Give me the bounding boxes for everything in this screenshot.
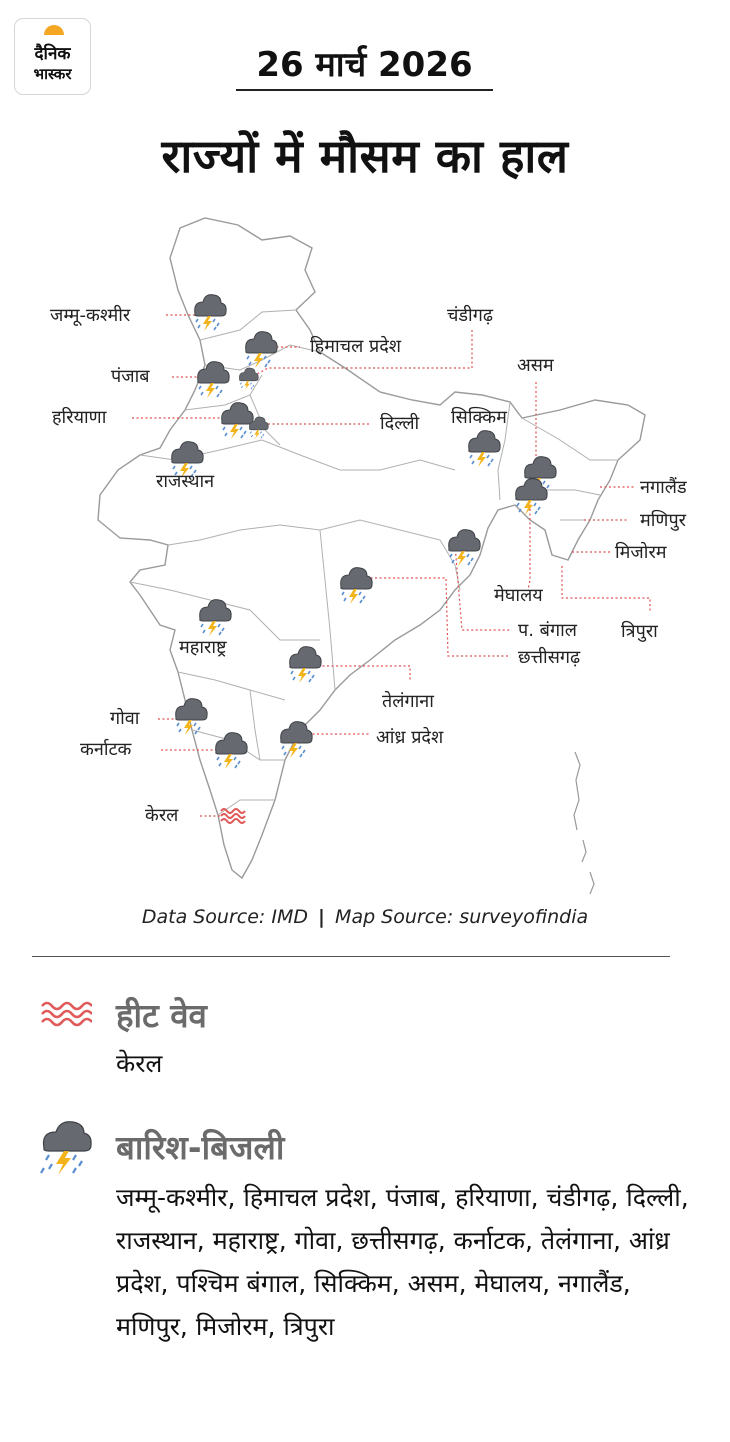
- map-source: Map Source: surveyofindia: [335, 906, 589, 928]
- label-mizoram: मिजोरम: [615, 542, 667, 563]
- label-delhi: दिल्ली: [380, 413, 420, 434]
- label-himachal-pradesh: हिमाचल प्रदेश: [310, 336, 402, 357]
- label-kerala: केरल: [145, 805, 179, 826]
- label-andhra-pradesh: आंध्र प्रदेश: [376, 727, 444, 748]
- date-heading: 26 मार्च 2026: [256, 45, 473, 85]
- india-outline: [98, 218, 645, 878]
- legend-heatwave-states: केरल: [116, 1049, 163, 1078]
- label-haryana: हरियाणा: [52, 407, 107, 428]
- label-maharashtra: महाराष्ट्र: [179, 637, 227, 658]
- label-assam: असम: [517, 355, 554, 376]
- legend-rain-states: जम्मू-कश्मीर, हिमाचल प्रदेश, पंजाब, हरियाणा, चंडीगढ़, दिल्ली, राजस्थान, महाराष्ट्र, गोवा, छत्तीसगढ़, कर्नाटक, तेलंगाना, आंध्र प्रदेश, पश्चिम बंगाल, सिक्किम, असम, मेघालय, नगालैंड, मणिपुर, मिजोरम, त्रिपुरा: [116, 1183, 689, 1341]
- source-credit: [0, 906, 730, 928]
- label-rajasthan: राजस्थान: [156, 471, 215, 492]
- legend-heatwave-title: हीट वेव: [116, 996, 207, 1035]
- logo-line-2: भास्कर: [33, 65, 72, 83]
- label-punjab: पंजाब: [111, 366, 150, 387]
- label-goa: गोवा: [110, 708, 140, 729]
- label-nagaland: नगालैंड: [640, 477, 687, 498]
- rain-lightning-icon: [38, 1118, 94, 1176]
- source-separator: |: [318, 906, 325, 928]
- label-telangana: तेलंगाना: [382, 691, 434, 712]
- andaman-islands: [574, 752, 594, 894]
- data-source: Data Source: IMD: [141, 906, 308, 928]
- legend-rain-title: बारिश-बिजली: [116, 1128, 285, 1167]
- label-chandigarh: चंडीगढ़: [447, 305, 493, 326]
- label-karnataka: कर्नाटक: [80, 739, 132, 760]
- label-jammu-kashmir: जम्मू-कश्मीर: [50, 305, 131, 326]
- label-manipur: मणिपुर: [640, 510, 687, 531]
- label-tripura: त्रिपुरा: [621, 621, 658, 642]
- divider: [32, 956, 670, 957]
- label-meghalaya: मेघालय: [494, 585, 543, 606]
- page-title: राज्यों में मौसम का हाल: [161, 129, 569, 183]
- logo-line-1: दैनिक: [34, 44, 71, 64]
- label-west-bengal: प. बंगाल: [518, 620, 577, 641]
- label-sikkim: सिक्किम: [451, 407, 507, 428]
- label-chhattisgarh: छत्तीसगढ़: [518, 647, 581, 668]
- heat-wave-icon: [40, 999, 92, 1029]
